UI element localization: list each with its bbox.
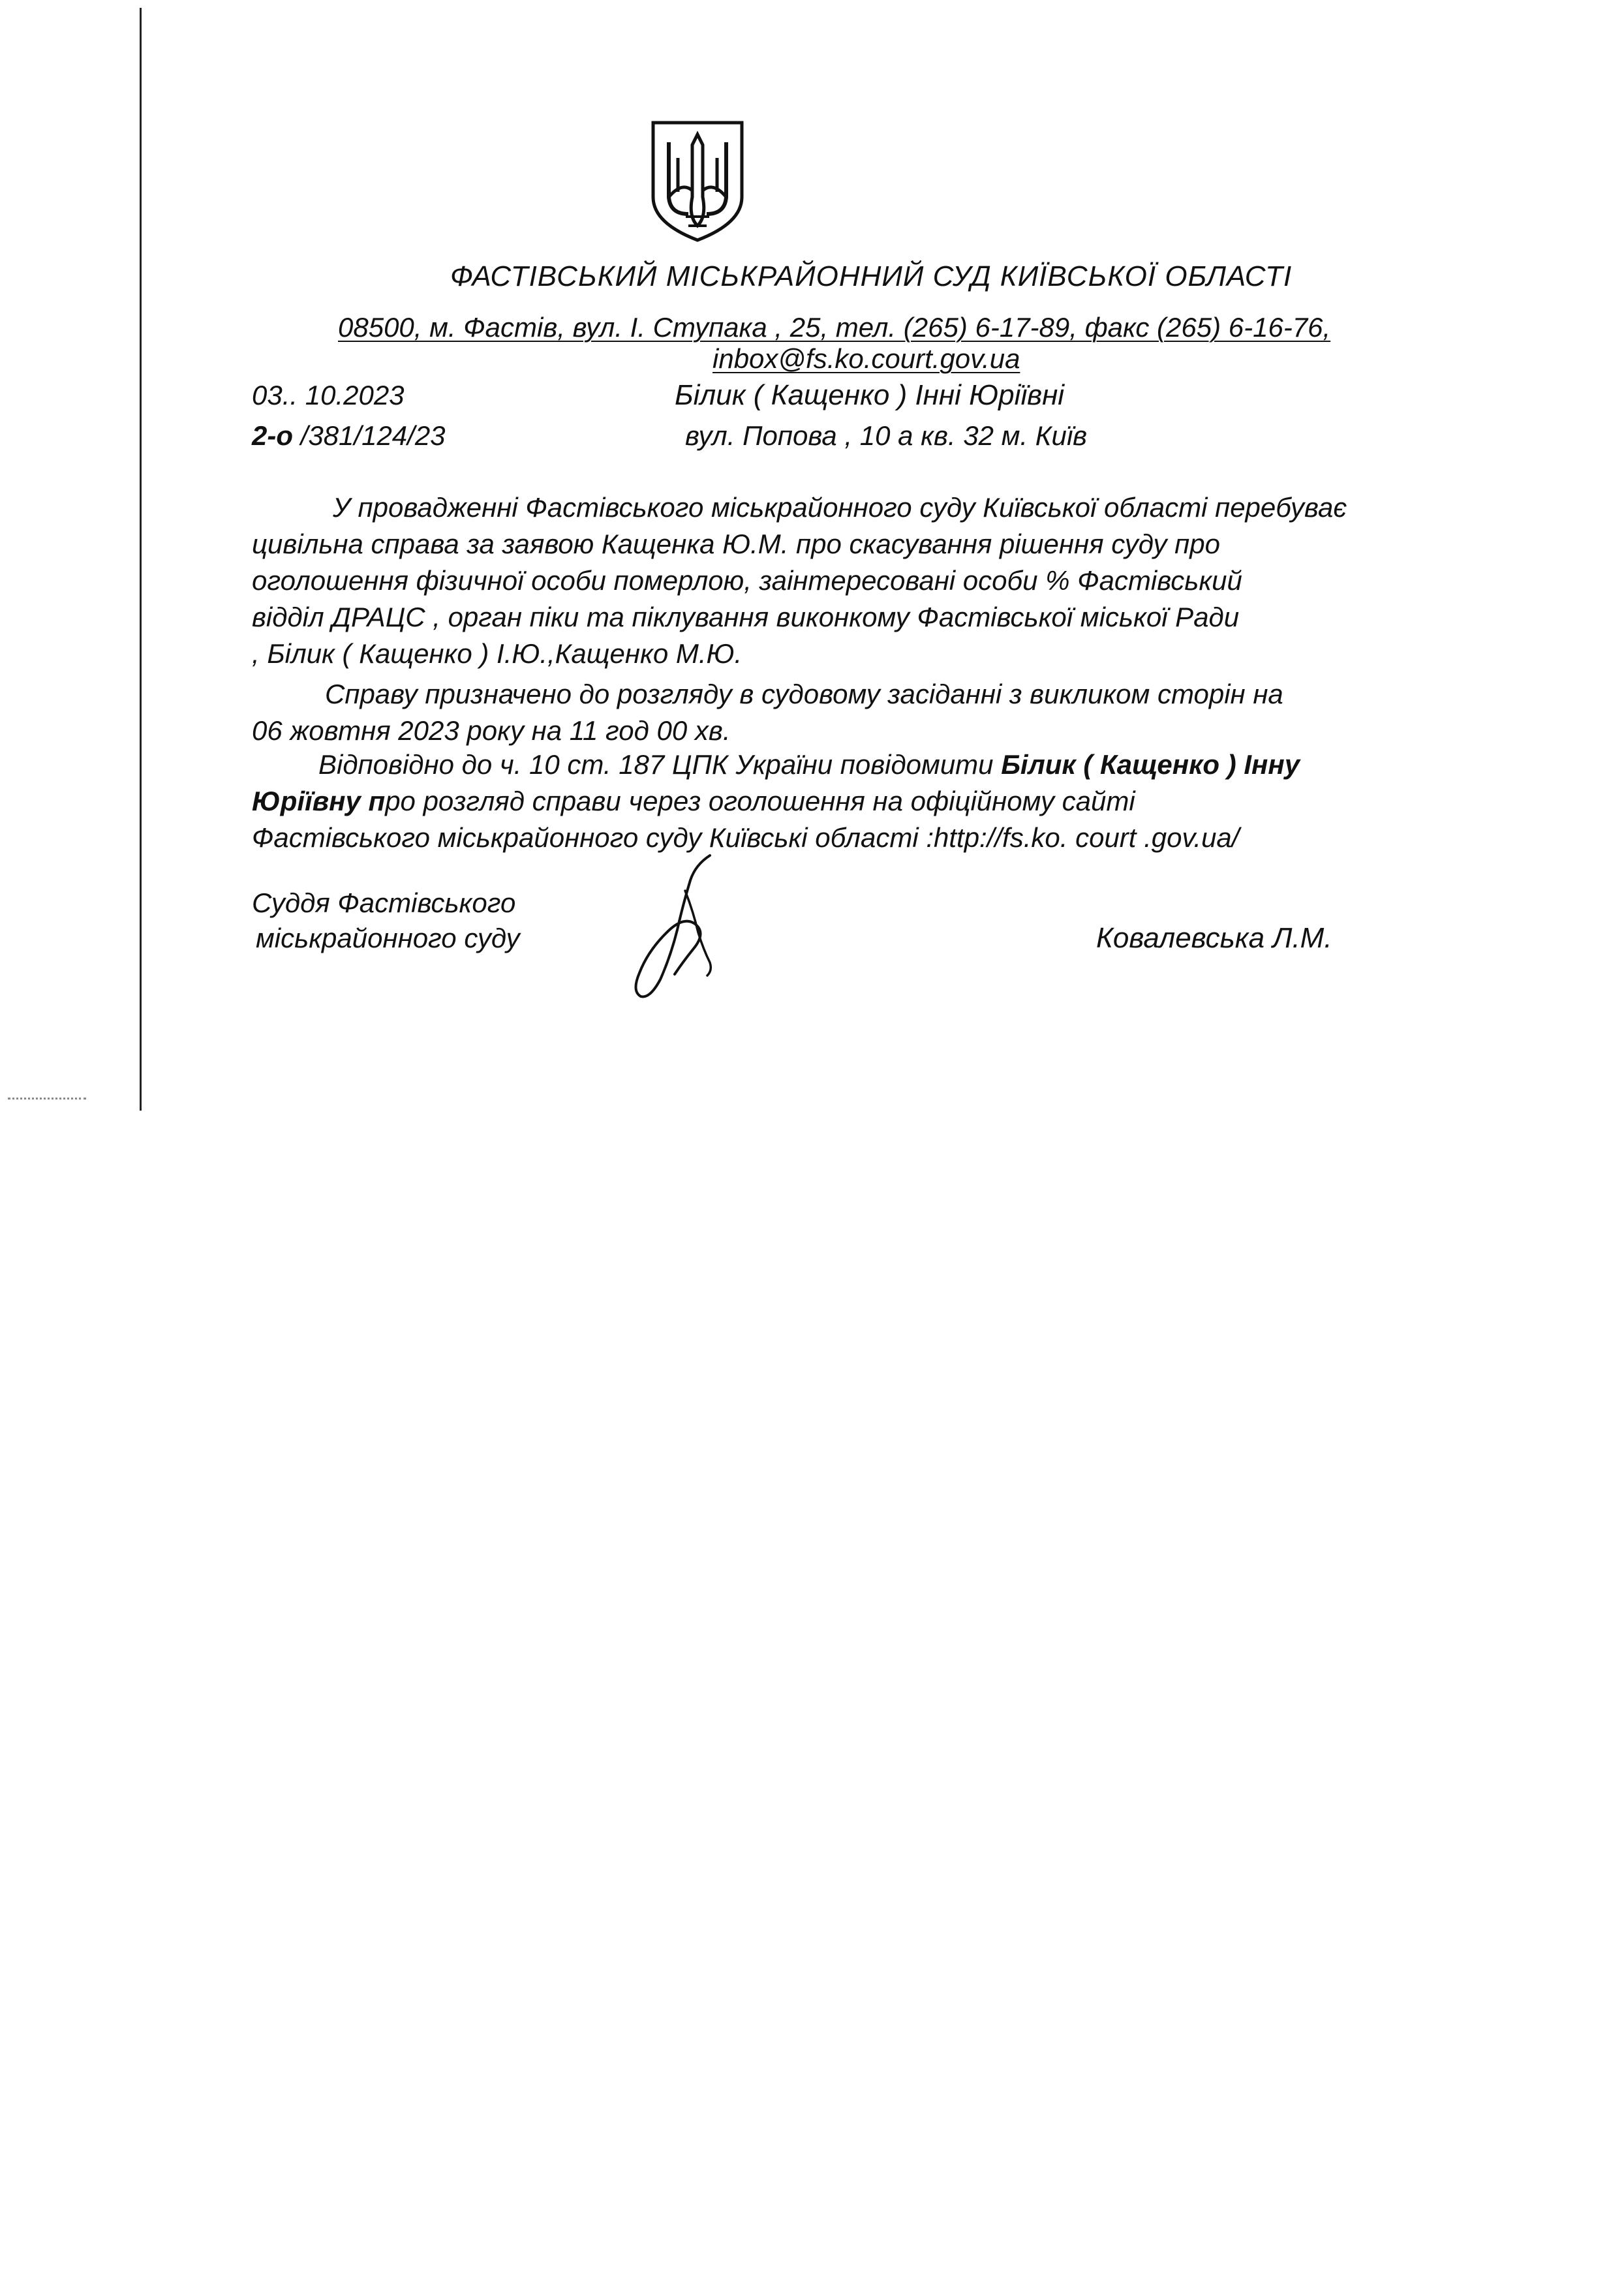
body-p2-line-2: 06 жовтня 2023 року на 11 год 00 хв. — [252, 715, 731, 746]
body-p2-line-1: Справу призначено до розгляду в судовому засіданні з викликом сторін на — [325, 679, 1283, 709]
body-p1-line-4: відділ ДРАЦС , орган піки та піклування виконкому Фастівської міської Ради — [252, 602, 1240, 632]
scan-artifact — [8, 1098, 86, 1102]
judge-name: Ковалевська Л.М. — [1096, 922, 1332, 954]
body-p1-line-5: , Білик ( Кащенко ) І.Ю.,Кащенко М.Ю. — [252, 638, 743, 669]
body-p1-line-3: оголошення фізичної особи померлою, заінтересовані особи % Фастівський — [252, 565, 1242, 596]
recipient-address: вул. Попова , 10 а кв. 32 м. Київ — [685, 420, 1088, 451]
case-number-rest: /381/124/23 — [293, 420, 446, 451]
signature-title-line-2: міськрайонного суду — [256, 923, 520, 953]
body-p1-line-2: цивільна справа за заявою Кащенка Ю.М. про скасування рішення суду про — [252, 529, 1220, 559]
body-p3-line-1-bold: Білик ( Кащенко ) Інну — [1001, 749, 1300, 780]
body-p3-line-2-text: ро розгляд справи через оголошення на офіційному сайті — [385, 786, 1135, 816]
court-title: ФАСТІВСЬКИЙ МІСЬКРАЙОННИЙ СУД КИЇВСЬКОЇ ОБЛАСТІ — [450, 260, 1293, 292]
body-p3-line-1-text: Відповідно до ч. 10 ст. 187 ЦПК України повідомити — [318, 749, 1002, 780]
body-p1-line-1: У провадженні Фастівського міськрайонного суду Київської області перебуває — [333, 492, 1347, 523]
signature-title-line-1: Суддя Фастівського — [252, 887, 516, 918]
court-email[interactable]: inbox@fs.ko.court.gov.ua — [712, 343, 1020, 374]
recipient-name: Білик ( Кащенко ) Інні Юріївні — [675, 379, 1065, 411]
case-number-prefix: 2-о — [252, 420, 293, 451]
court-address: 08500, м. Фастів, вул. І. Ступака , 25, тел. (265) 6-17-89, факс (265) 6-16-76, — [338, 312, 1331, 343]
coat-of-arms-icon — [649, 119, 746, 244]
body-p3-line-2-bold: Юріївну п — [252, 786, 386, 816]
letter-date: 03.. 10.2023 — [252, 380, 405, 410]
handwritten-signature-icon — [630, 852, 728, 1005]
body-p3-line-1 — [318, 746, 1300, 783]
body-p3-line-3: Фастівського міськрайонного суду Київські області :http://fs.ko. court .gov.ua/ — [252, 822, 1240, 853]
body-p3-line-2 — [252, 783, 1135, 820]
case-number — [252, 418, 446, 454]
scan-margin-line — [140, 8, 142, 1111]
